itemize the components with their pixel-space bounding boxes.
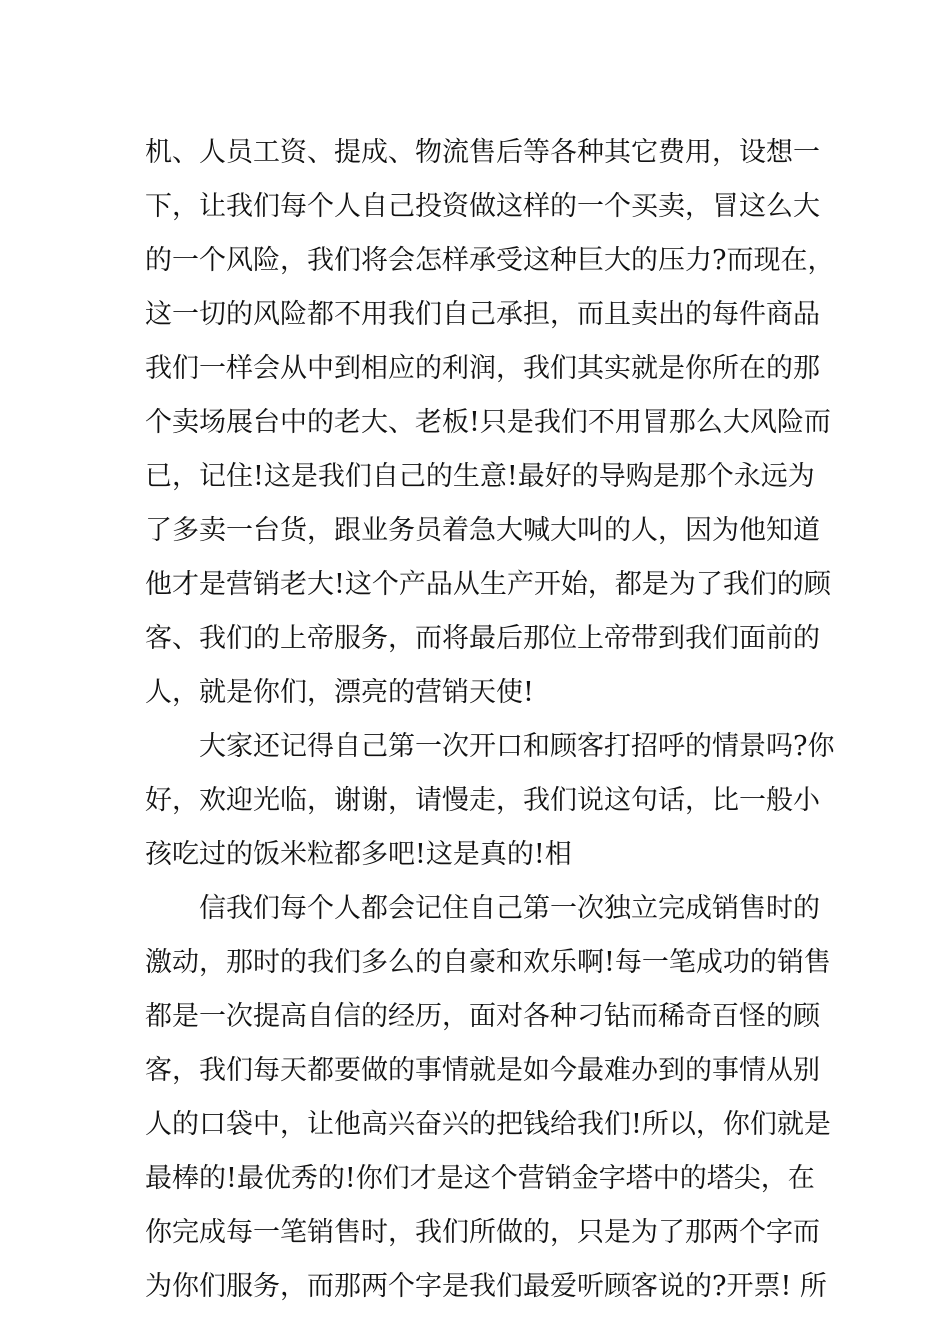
text-line: 客，我们每天都要做的事情就是如今最难办到的事情从别	[145, 1055, 820, 1086]
text-line: 孩吃过的饭米粒都多吧!这是真的!相	[145, 839, 572, 870]
text-line: 人，就是你们，漂亮的营销天使!	[145, 677, 534, 708]
body-text	[145, 126, 835, 1314]
text-line: 下，让我们每个人自己投资做这样的一个买卖，冒这么大	[145, 191, 820, 222]
text-line: 了多卖一台货，跟业务员着急大喊大叫的人，因为他知道	[145, 515, 820, 546]
text-line: 好，欢迎光临，谢谢，请慢走，我们说这句话，比一般小	[145, 785, 820, 816]
text-line: 他才是营销老大!这个产品从生产开始，都是为了我们的顾	[145, 569, 831, 600]
text-line: 激动，那时的我们多么的自豪和欢乐啊!每一笔成功的销售	[145, 947, 831, 978]
text-line: 都是一次提高自信的经历，面对各种刁钻而稀奇百怪的顾	[145, 1001, 820, 1032]
text-line: 为你们服务，而那两个字是我们最爱听顾客说的?开票! 所	[145, 1271, 827, 1302]
text-line: 机、人员工资、提成、物流售后等各种其它费用，设想一	[145, 137, 820, 168]
text-line: 的一个风险，我们将会怎样承受这种巨大的压力?而现在，	[145, 245, 835, 276]
paragraph-start-line: 信我们每个人都会记住自己第一次独立完成销售时的	[199, 893, 820, 924]
text-line: 我们一样会从中到相应的利润，我们其实就是你所在的那	[145, 353, 820, 384]
text-line: 个卖场展台中的老大、老板!只是我们不用冒那么大风险而	[145, 407, 831, 438]
text-line: 你完成每一笔销售时，我们所做的，只是为了那两个字而	[145, 1217, 820, 1248]
text-line: 最棒的!最优秀的!你们才是这个营销金字塔中的塔尖，在	[145, 1163, 815, 1194]
text-line: 客、我们的上帝服务，而将最后那位上帝带到我们面前的	[145, 623, 820, 654]
text-line: 这一切的风险都不用我们自己承担，而且卖出的每件商品	[145, 299, 820, 330]
paragraph-start-line: 大家还记得自己第一次开口和顾客打招呼的情景吗?你	[199, 731, 835, 762]
text-line: 已，记住!这是我们自己的生意!最好的导购是那个永远为	[145, 461, 815, 492]
text-line: 人的口袋中，让他高兴奋兴的把钱给我们!所以，你们就是	[145, 1109, 831, 1140]
